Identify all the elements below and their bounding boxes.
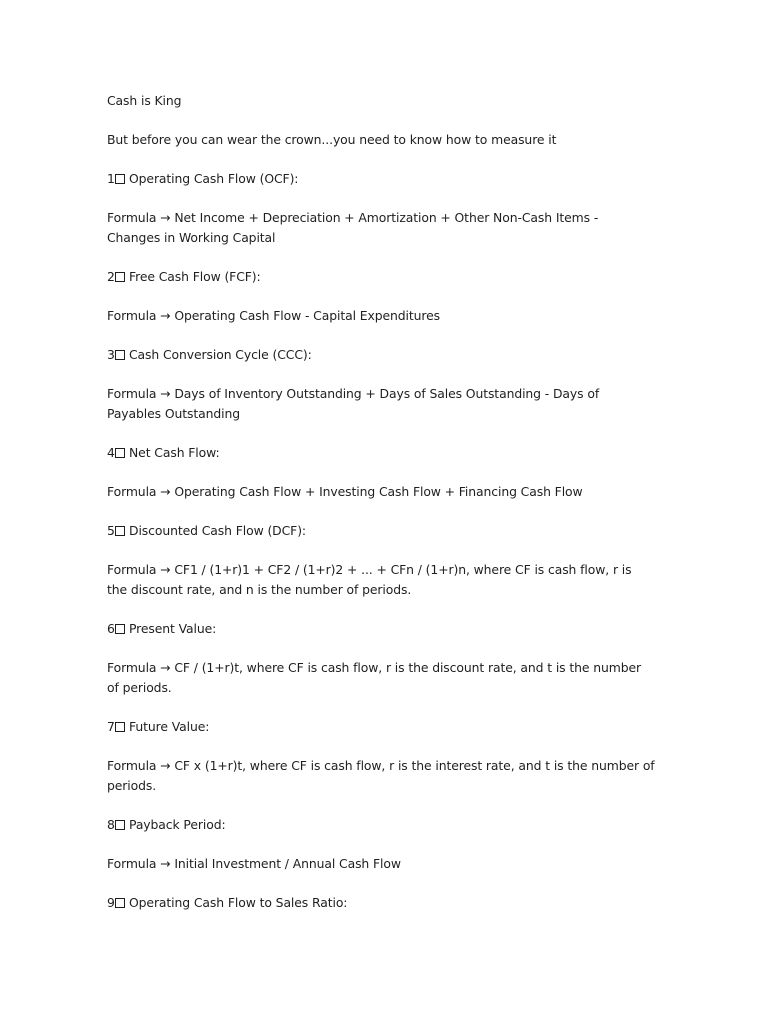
- checkbox-glyph-icon: [115, 898, 125, 908]
- metric-formula-1: Formula → Net Income + Depreciation + Amortization + Other Non-Cash Items - Changes in Working Capital: [107, 210, 599, 245]
- metric-formula-7: Formula → CF x (1+r)t, where CF is cash flow, r is the interest rate, and t is the number of periods.: [107, 758, 655, 793]
- metric-heading-8: 8 Payback Period:: [107, 817, 226, 832]
- metric-formula-5: Formula → CF1 / (1+r)1 + CF2 / (1+r)2 + ... + CFn / (1+r)n, where CF is cash flow, r is the discount rate, and n is the number of periods.: [107, 562, 632, 597]
- metric-heading-1: 1 Operating Cash Flow (OCF):: [107, 171, 299, 186]
- document-title: Cash is King: [107, 93, 182, 108]
- metric-heading-4: 4 Net Cash Flow:: [107, 445, 220, 460]
- checkbox-glyph-icon: [115, 526, 125, 536]
- metric-heading-7: 7 Future Value:: [107, 719, 210, 734]
- metric-formula-3: Formula → Days of Inventory Outstanding + Days of Sales Outstanding - Days of Payables Outstanding: [107, 386, 600, 421]
- checkbox-glyph-icon: [115, 272, 125, 282]
- metric-heading-2: 2 Free Cash Flow (FCF):: [107, 269, 261, 284]
- metric-formula-4: Formula → Operating Cash Flow + Investing Cash Flow + Financing Cash Flow: [107, 484, 583, 499]
- checkbox-glyph-icon: [115, 722, 125, 732]
- document-page: [107, 91, 655, 932]
- metric-list: [107, 169, 655, 913]
- checkbox-glyph-icon: [115, 448, 125, 458]
- metric-heading-5: 5 Discounted Cash Flow (DCF):: [107, 523, 307, 538]
- metric-formula-2: Formula → Operating Cash Flow - Capital Expenditures: [107, 308, 440, 323]
- document-intro: But before you can wear the crown...you need to know how to measure it: [107, 132, 557, 147]
- checkbox-glyph-icon: [115, 350, 125, 360]
- metric-heading-3: 3 Cash Conversion Cycle (CCC):: [107, 347, 312, 362]
- metric-formula-8: Formula → Initial Investment / Annual Cash Flow: [107, 856, 401, 871]
- metric-heading-6: 6 Present Value:: [107, 621, 217, 636]
- checkbox-glyph-icon: [115, 624, 125, 634]
- metric-heading-9: 9 Operating Cash Flow to Sales Ratio:: [107, 895, 348, 910]
- checkbox-glyph-icon: [115, 820, 125, 830]
- checkbox-glyph-icon: [115, 174, 125, 184]
- metric-formula-6: Formula → CF / (1+r)t, where CF is cash flow, r is the discount rate, and t is the number of periods.: [107, 660, 642, 695]
